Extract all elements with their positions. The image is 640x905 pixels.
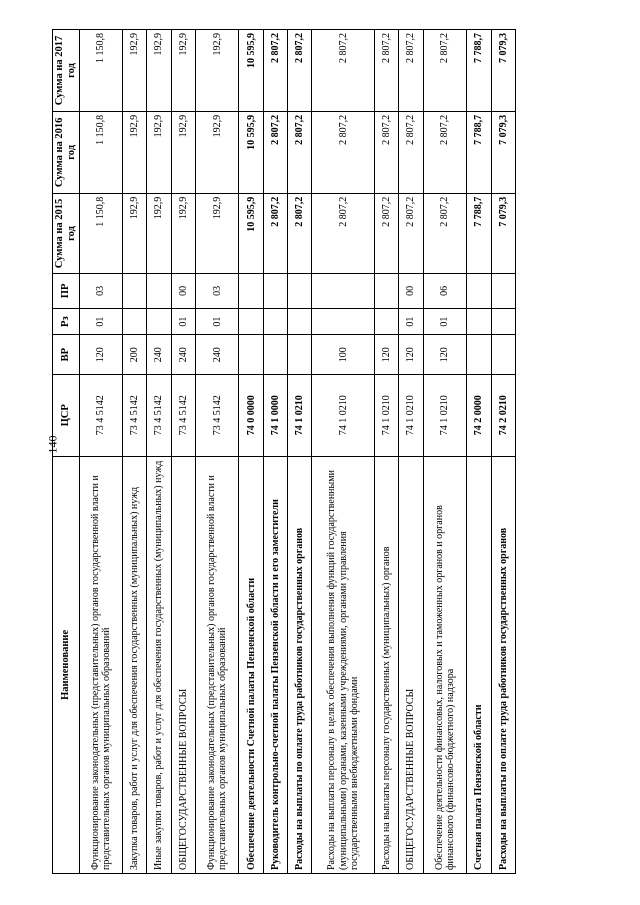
cell-y2016: 7 079,3	[491, 111, 516, 193]
cell-rz	[239, 308, 263, 335]
cell-vr	[491, 335, 516, 374]
cell-y2016: 2 807,2	[312, 111, 375, 193]
cell-vr: 200	[123, 335, 147, 374]
cell-y2015: 2 807,2	[263, 193, 287, 273]
cell-rz: 01	[79, 308, 123, 335]
cell-pr	[491, 274, 516, 309]
cell-rz	[123, 308, 147, 335]
cell-csr: 74 1 0210	[375, 374, 399, 456]
header-rz: Рз	[53, 308, 80, 335]
cell-csr: 74 1 0210	[312, 374, 375, 456]
cell-y2017: 2 807,2	[263, 30, 287, 112]
cell-vr: 120	[79, 335, 123, 374]
header-2017: Сумма на 2017 год	[53, 30, 80, 112]
cell-y2015: 1 150,8	[79, 193, 123, 273]
cell-vr: 120	[423, 335, 467, 374]
cell-y2016: 192,9	[171, 111, 195, 193]
cell-csr: 74 2 0210	[491, 374, 516, 456]
cell-y2016: 2 807,2	[375, 111, 399, 193]
header-pr: ПР	[53, 274, 80, 309]
cell-y2016: 2 807,2	[288, 111, 312, 193]
cell-name: Руководитель контрольно-счетной палаты Пензенской области и его заместители	[263, 456, 287, 873]
cell-name: Расходы на выплаты персоналу государственных (муниципальных) органов	[375, 456, 399, 873]
table-row	[288, 30, 312, 874]
table-row	[491, 30, 516, 874]
table-row	[171, 30, 195, 874]
cell-y2016: 192,9	[195, 111, 239, 193]
cell-y2016: 10 595,9	[239, 111, 263, 193]
cell-name: Функционирование законодательных (представительных) органов государственной власти и представительных органов муниципальных образований	[79, 456, 123, 873]
cell-y2015: 2 807,2	[423, 193, 467, 273]
cell-rz: 01	[171, 308, 195, 335]
cell-y2017: 10 595,9	[239, 30, 263, 112]
budget-table	[52, 29, 516, 874]
cell-y2015: 2 807,2	[312, 193, 375, 273]
cell-y2015: 192,9	[171, 193, 195, 273]
table-row	[423, 30, 467, 874]
cell-csr: 74 2 0000	[467, 374, 491, 456]
header-row	[53, 30, 80, 874]
cell-pr: 00	[171, 274, 195, 309]
cell-pr	[288, 274, 312, 309]
cell-rz: 01	[423, 308, 467, 335]
cell-csr: 73 4 5142	[147, 374, 171, 456]
cell-vr	[263, 335, 287, 374]
header-csr: ЦСР	[53, 374, 80, 456]
cell-csr: 73 4 5142	[195, 374, 239, 456]
cell-name: Обеспечение деятельности Счетной палаты Пензенской области	[239, 456, 263, 873]
cell-name: Счетная палата Пензенской области	[467, 456, 491, 873]
header-name: Наименование	[53, 456, 80, 873]
rotated-table-container	[52, 29, 516, 874]
cell-name: ОБЩЕГОСУДАРСТВЕННЫЕ ВОПРОСЫ	[399, 456, 423, 873]
page-number: 140	[45, 435, 60, 454]
cell-rz	[467, 308, 491, 335]
cell-y2016: 192,9	[123, 111, 147, 193]
table-row	[263, 30, 287, 874]
cell-rz	[491, 308, 516, 335]
cell-y2017: 2 807,2	[375, 30, 399, 112]
cell-vr	[239, 335, 263, 374]
cell-name: Расходы на выплаты по оплате труда работников государственных органов	[491, 456, 516, 873]
cell-y2016: 192,9	[147, 111, 171, 193]
table-row	[239, 30, 263, 874]
cell-pr: 00	[399, 274, 423, 309]
cell-y2015: 192,9	[123, 193, 147, 273]
cell-y2016: 2 807,2	[423, 111, 467, 193]
cell-y2017: 2 807,2	[312, 30, 375, 112]
header-2016: Сумма на 2016 год	[53, 111, 80, 193]
cell-y2017: 192,9	[195, 30, 239, 112]
cell-csr: 73 4 5142	[123, 374, 147, 456]
cell-pr	[375, 274, 399, 309]
cell-y2017: 7 788,7	[467, 30, 491, 112]
cell-pr: 03	[79, 274, 123, 309]
cell-y2015: 7 788,7	[467, 193, 491, 273]
header-2015: Сумма на 2015 год	[53, 193, 80, 273]
cell-rz: 01	[399, 308, 423, 335]
header-vr: ВР	[53, 335, 80, 374]
cell-y2017: 192,9	[171, 30, 195, 112]
cell-vr	[467, 335, 491, 374]
cell-pr: 03	[195, 274, 239, 309]
cell-rz: 01	[195, 308, 239, 335]
cell-y2015: 192,9	[147, 193, 171, 273]
table-row	[195, 30, 239, 874]
cell-name: Расходы на выплаты по оплате труда работников государственных органов	[288, 456, 312, 873]
cell-y2015: 7 079,3	[491, 193, 516, 273]
cell-rz	[288, 308, 312, 335]
cell-y2017: 1 150,8	[79, 30, 123, 112]
cell-pr	[312, 274, 375, 309]
cell-vr: 240	[195, 335, 239, 374]
cell-y2016: 1 150,8	[79, 111, 123, 193]
cell-y2015: 2 807,2	[399, 193, 423, 273]
table-row	[399, 30, 423, 874]
table-row	[123, 30, 147, 874]
cell-vr: 100	[312, 335, 375, 374]
cell-vr: 240	[147, 335, 171, 374]
cell-pr	[239, 274, 263, 309]
cell-csr: 74 1 0210	[423, 374, 467, 456]
cell-pr	[123, 274, 147, 309]
cell-pr	[263, 274, 287, 309]
cell-pr	[467, 274, 491, 309]
cell-name: ОБЩЕГОСУДАРСТВЕННЫЕ ВОПРОСЫ	[171, 456, 195, 873]
cell-csr: 74 1 0210	[288, 374, 312, 456]
cell-y2015: 2 807,2	[375, 193, 399, 273]
table-row	[312, 30, 375, 874]
cell-y2015: 10 595,9	[239, 193, 263, 273]
cell-y2017: 7 079,3	[491, 30, 516, 112]
cell-y2017: 2 807,2	[423, 30, 467, 112]
cell-csr: 74 0 0000	[239, 374, 263, 456]
table-row	[147, 30, 171, 874]
cell-vr: 120	[375, 335, 399, 374]
cell-rz	[312, 308, 375, 335]
table-row	[467, 30, 491, 874]
cell-pr	[147, 274, 171, 309]
cell-y2015: 192,9	[195, 193, 239, 273]
cell-y2016: 7 788,7	[467, 111, 491, 193]
cell-vr: 240	[171, 335, 195, 374]
table-row	[375, 30, 399, 874]
cell-y2017: 2 807,2	[288, 30, 312, 112]
cell-y2017: 2 807,2	[399, 30, 423, 112]
cell-name: Закупка товаров, работ и услуг для обеспечения государственных (муниципальных) нужд	[123, 456, 147, 873]
cell-vr: 120	[399, 335, 423, 374]
cell-rz	[147, 308, 171, 335]
cell-name: Обеспечение деятельности финансовых, налоговых и таможенных органов и органов финансового (финансово-бюджетного) надзора	[423, 456, 467, 873]
cell-csr: 74 1 0000	[263, 374, 287, 456]
cell-y2015: 2 807,2	[288, 193, 312, 273]
cell-csr: 73 4 5142	[79, 374, 123, 456]
cell-rz	[375, 308, 399, 335]
cell-y2016: 2 807,2	[399, 111, 423, 193]
cell-rz	[263, 308, 287, 335]
cell-pr: 06	[423, 274, 467, 309]
cell-y2017: 192,9	[123, 30, 147, 112]
table-row	[79, 30, 123, 874]
cell-name: Иные закупки товаров, работ и услуг для обеспечения государственных (муниципальных) нужд	[147, 456, 171, 873]
cell-y2017: 192,9	[147, 30, 171, 112]
cell-vr	[288, 335, 312, 374]
cell-name: Функционирование законодательных (представительных) органов государственной власти и представительных органов муниципальных образований	[195, 456, 239, 873]
cell-name: Расходы на выплаты персоналу в целях обеспечения выполнения функций государственными (муниципальными) органами, казенными учреждениями, органами управления государственными внебюджетными фондами	[312, 456, 375, 873]
cell-csr: 73 4 5142	[171, 374, 195, 456]
cell-y2016: 2 807,2	[263, 111, 287, 193]
cell-csr: 74 1 0210	[399, 374, 423, 456]
